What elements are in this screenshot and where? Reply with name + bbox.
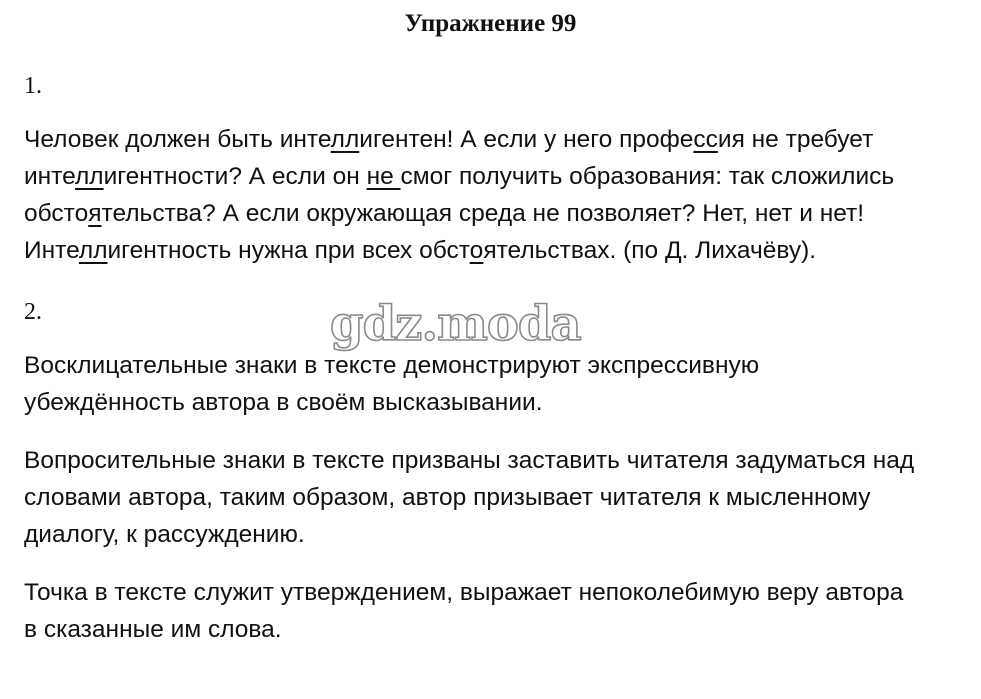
text-line: Восклицательные знаки в тексте демонстрируют экспрессивную <box>24 352 760 379</box>
text-line: Вопросительные знаки в тексте призваны заставить читателя задуматься над <box>24 447 915 474</box>
text-line <box>24 195 964 232</box>
text-fragment: Человек должен быть инте <box>24 126 331 153</box>
text-line <box>24 158 964 195</box>
text-line: в сказанные им слова. <box>24 616 282 643</box>
text-fragment: Инте <box>24 237 79 264</box>
underlined-fragment: сс <box>693 126 718 153</box>
text-line: диалогу, к рассуждению. <box>24 521 305 548</box>
section-2-number: 2. <box>24 299 42 325</box>
section-1-text <box>24 121 964 269</box>
paragraph-exclamation <box>24 347 964 421</box>
section-1-number: 1. <box>24 73 42 99</box>
text-line: убеждённость автора в своём высказывании. <box>24 389 543 416</box>
underlined-fragment: лл <box>78 237 108 264</box>
text-fragment: тельства? А если окружающая среда не позволяет? Нет, нет и нет! <box>101 200 865 227</box>
text-line <box>24 121 964 158</box>
text-fragment: инте <box>24 163 75 190</box>
watermark-logo: gdz.moda <box>330 296 581 352</box>
text-fragment: игентность нужна при всех обст <box>107 237 470 264</box>
text-fragment: ятельствах. (по Д. Лихачёву). <box>483 237 817 264</box>
text-line: словами автора, таким образом, автор призывает читателя к мысленному <box>24 484 871 511</box>
text-fragment: игентен! А если у него профе <box>359 126 694 153</box>
text-fragment: смог получить образования: так сложились <box>400 163 895 190</box>
paragraph-period <box>24 574 964 648</box>
underlined-fragment: лл <box>74 163 104 190</box>
page-title: Упражнение 99 <box>404 10 577 37</box>
underlined-fragment: я <box>88 200 102 227</box>
paragraph-question <box>24 442 964 553</box>
underlined-fragment: о <box>469 237 484 264</box>
underlined-fragment: не <box>366 163 401 190</box>
underlined-fragment: лл <box>330 126 360 153</box>
text-fragment: ия не требует <box>717 126 874 153</box>
text-line <box>24 232 964 269</box>
text-fragment: обсто <box>24 200 89 227</box>
text-line: Точка в тексте служит утверждением, выражает непоколебимую веру автора <box>24 579 904 606</box>
text-fragment: игентности? А если он <box>103 163 367 190</box>
